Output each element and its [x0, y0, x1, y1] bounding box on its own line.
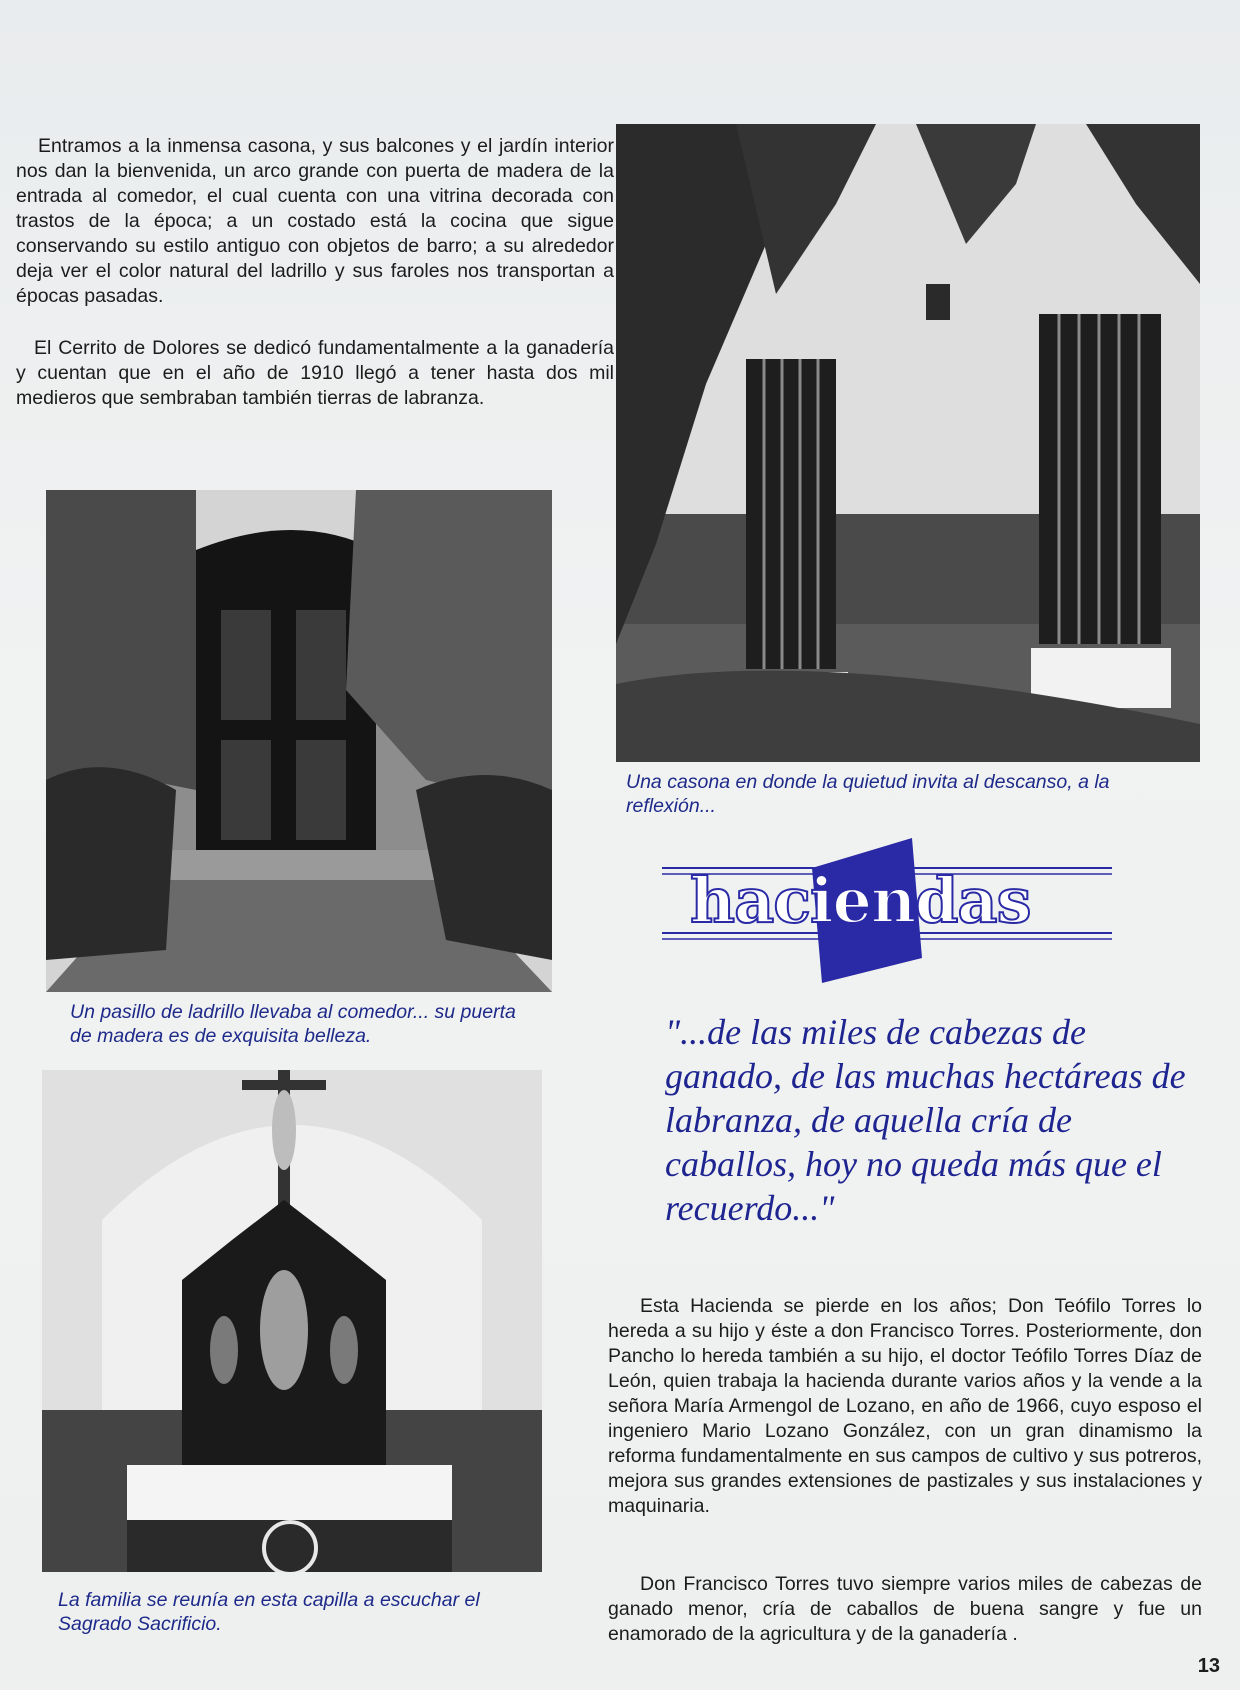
haciendas-logo	[662, 838, 1122, 988]
capilla-illustration	[42, 1070, 542, 1572]
pull-quote: "...de las miles de cabezas de ganado, de las muchas hectáreas de labranza, de aquella cría de caballos, hoy no queda más que el recuerdo..."	[665, 1012, 1186, 1228]
pasillo-caption: Un pasillo de ladrillo llevaba al comedor... su puerta de madera es de exquisita belleza.	[70, 1001, 516, 1047]
pasillo-photo	[46, 490, 552, 992]
article-paragraph-4: Don Francisco Torres tuvo siempre varios miles de cabezas de ganado menor, cría de caballos de buena sangre y fue un enamorado de la agricultura y de la ganadería .	[608, 1573, 1202, 1645]
article-paragraph-1: Entramos a la inmensa casona, y sus balcones y el jardín interior nos dan la bienvenida, un arco grande con puerta de madera de la entrada al comedor, el cual cuenta con una vitrina decorada con trastos de la época; a un costado está la cocina que sigue conservando su estilo antiguo con objetos de barro; a su alrededor deja ver el color natural del ladrillo y sus faroles nos transportan a épocas pasadas.	[16, 135, 614, 307]
pasillo-illustration	[46, 490, 552, 992]
casona-illustration	[616, 124, 1200, 762]
casona-photo	[616, 124, 1200, 762]
logo-text: haciendas	[690, 864, 1031, 937]
article-paragraph-2: El Cerrito de Dolores se dedicó fundamentalmente a la ganadería y cuentan que en el año de 1910 llegó a tener hasta dos mil medieros que sembraban también tierras de labranza.	[16, 337, 614, 409]
capilla-photo	[42, 1070, 542, 1572]
page-number: 13	[1197, 1655, 1220, 1677]
casona-caption: Una casona en donde la quietud invita al descanso, a la reflexión...	[626, 771, 1110, 817]
article-paragraph-3: Esta Hacienda se pierde en los años; Don Teófilo Torres lo hereda a su hijo y éste a don Francisco Torres. Posteriormente, don Pancho lo hereda también a su hijo, el doctor Teófilo Torres Díaz de León, quien trabaja la hacienda durante varios años y la vende a la señora María Armengol de Lozano, en año de 1966, cuyo esposo el ingeniero Mario Lozano González, con un gran dinamismo la reforma fundamentalmente en sus campos de cultivo y sus potreros, mejora sus grandes extensiones de pastizales y sus instalaciones y maquinaria.	[608, 1295, 1202, 1517]
capilla-caption: La familia se reunía en esta capilla a escuchar el Sagrado Sacrificio.	[58, 1589, 480, 1635]
